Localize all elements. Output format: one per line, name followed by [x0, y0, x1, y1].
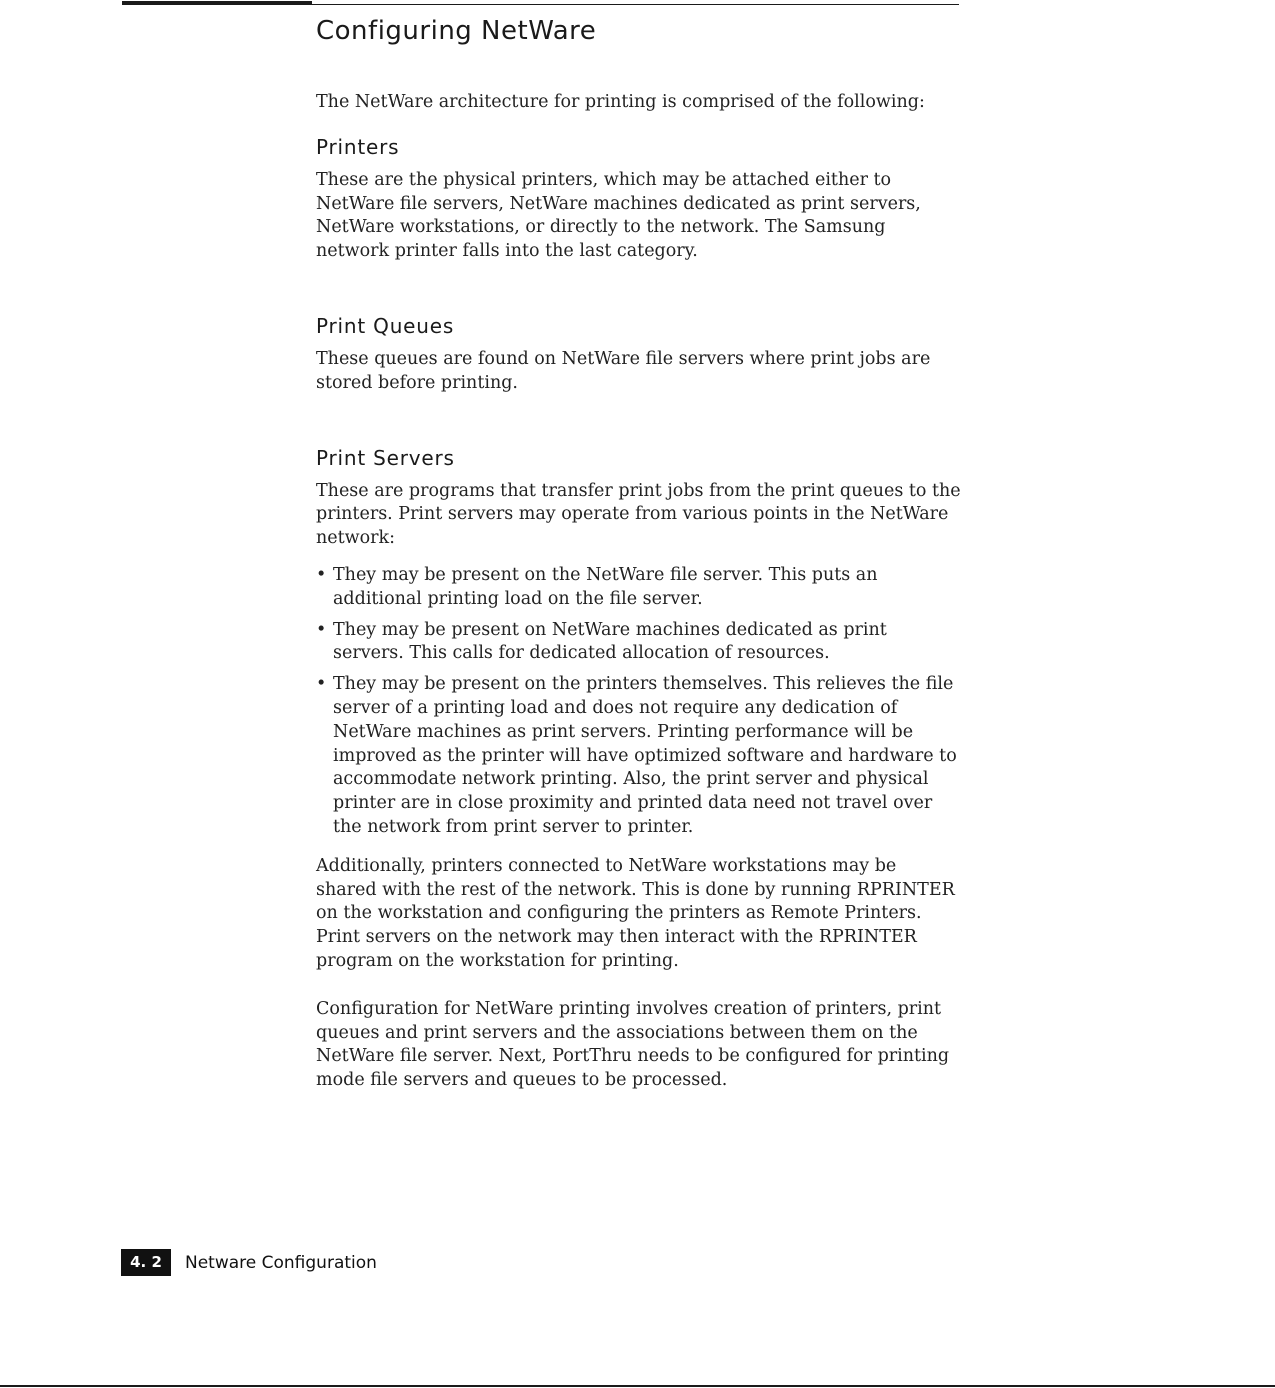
- bottom-edge-rule: [0, 1385, 1275, 1387]
- section-heading-print-queues: Print Queues: [316, 313, 455, 338]
- header-rule-thin: [312, 4, 959, 5]
- list-item: • They may be present on NetWare machines dedicated as print servers. This calls for dedicated allocation of resources.: [316, 619, 961, 667]
- list-item: • They may be present on the printers themselves. This relieves the file server of a printing load and does not require any dedication of NetWare machines as print servers. Printing performance will be improved as the printer will have optimized software and hardware to accommodate network printing. Also, the print server and physical printer are in close proximity and printed data need not travel over the network from print server to printer.: [316, 673, 961, 840]
- list-item: • They may be present on the NetWare file server. This puts an additional printing load on the file server.: [316, 564, 961, 612]
- section-body-printers: These are the physical printers, which may be attached either to NetWare file servers, NetWare machines dedicated as print servers, NetWare workstations, or directly to the network. The Samsung network printer falls into the last category.: [316, 169, 921, 262]
- page-content: [316, 14, 961, 1093]
- print-server-locations-list: [316, 564, 961, 840]
- page-title: Configuring NetWare: [316, 16, 597, 46]
- chapter-title: Netware Configuration: [185, 1252, 377, 1273]
- page-footer: [121, 1249, 377, 1276]
- header-rule-thick: [122, 1, 312, 5]
- intro-paragraph: The NetWare architecture for printing is comprised of the following:: [316, 92, 925, 112]
- paragraph-rprinter: Additionally, printers connected to NetWare workstations may be shared with the rest of the network. This is done by running RPRINTER on the workstation and configuring the printers as Remote Printers. Print servers on the network may then interact with the RPRINTER program on the workstation for printing.: [316, 855, 955, 971]
- section-body-print-queues: These queues are found on NetWare file servers where print jobs are stored before printing.: [316, 348, 931, 393]
- section-heading-print-servers: Print Servers: [316, 445, 455, 470]
- page-number-badge: 4. 2: [121, 1249, 171, 1276]
- section-heading-printers: Printers: [316, 134, 400, 159]
- section-body-print-servers: These are programs that transfer print jobs from the print queues to the printers. Print servers may operate from various points in the NetWare network:: [316, 480, 961, 549]
- paragraph-configuration: Configuration for NetWare printing involves creation of printers, print queues and print servers and the associations between them on the NetWare file server. Next, PortThru needs to be configured for printing mode file servers and queues to be processed.: [316, 998, 950, 1091]
